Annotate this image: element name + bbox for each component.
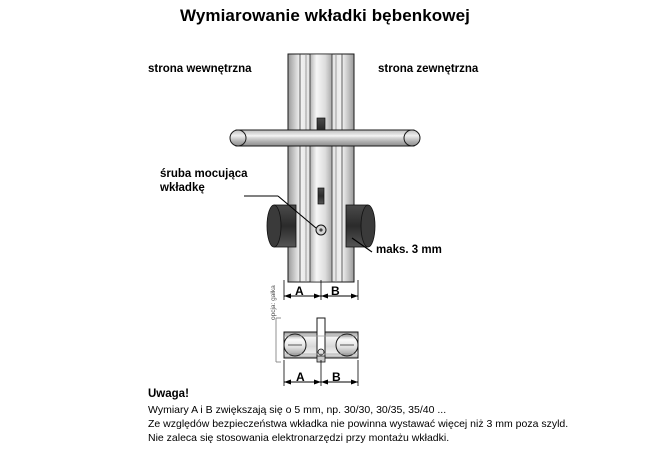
label-mounting-screw: śruba mocująca wkładkę — [160, 168, 248, 194]
label-max-gap: maks. 3 mm — [376, 244, 442, 256]
note-line: Ze względów bezpieczeństwa wkładka nie powinna wystawać więcej niż 3 mm poza szyld. — [148, 418, 569, 430]
note-line: Nie zaleca się stosowania elektronarzędzi przy montażu wkładki. — [148, 432, 450, 444]
label-outer-side: strona zewnętrzna — [378, 63, 479, 75]
page-title: Wymiarowanie wkładki bębenkowej — [180, 6, 470, 25]
note-heading: Uwaga! — [148, 388, 189, 400]
note-line: Wymiary A i B zwiększają się o 5 mm, np. 30/30, 30/35, 35/40 ... — [148, 404, 447, 416]
dimension-b-top: B — [331, 284, 340, 298]
dimension-a-side: A — [296, 370, 305, 384]
label-inner-side: strona wewnętrzna — [148, 63, 252, 75]
label-opcja-galka: opcja: gałka — [270, 285, 277, 320]
dimension-b-side: B — [332, 370, 341, 384]
dimension-a-top: A — [295, 284, 304, 298]
